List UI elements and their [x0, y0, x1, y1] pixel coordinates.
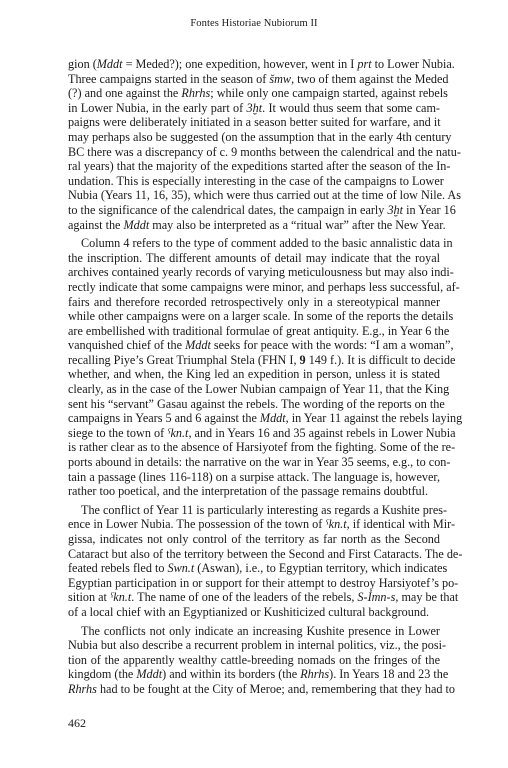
text-line: to the significance of the calendrical dates, the campaign in early 3ḫt in Year 16 [68, 202, 456, 217]
text-line: Three campaigns started in the season of šmw, two of them against the Meded [68, 71, 449, 86]
page-number: 462 [68, 716, 86, 730]
text-line: paigns were deliberately initiated in a season better suited for warfare, and it [68, 115, 441, 130]
text-line: (?) and one against the Rhrhs; while only one campaign started, against rebels [68, 86, 448, 101]
text-line: sition at ˁkn.t. The name of one of the leaders of the rebels, S-Ỉmn-s, may be that [68, 590, 459, 605]
text-line: feated rebels fled to Swn.t (Aswan), i.e., to Egyptian territory, which indicates [68, 561, 448, 576]
text-line: siege to the town of ˁkn.t, and in Years 16 and 35 against rebels in Lower Nubia [68, 425, 456, 440]
text-line: gissa, indicates not only control of the territory as far north as the Second [68, 532, 440, 546]
body-text [68, 57, 463, 701]
text-line: vanquished chief of the Mddt seeks for peace with the words: “I am a woman”, [68, 338, 454, 353]
text-line: clearly, as in the case of the Lower Nubian campaign of Year 11, that the King [68, 382, 450, 397]
text-line: tain a passage (lines 116-118) on a surpise attack. The language is, however, [68, 469, 440, 484]
text-line: against the Mddt may also be interpreted as a “ritual war” after the New Year. [68, 217, 446, 232]
text-line: Column 4 refers to the type of comment added to the basic annalistic data in [81, 236, 453, 251]
paragraph-4 [68, 623, 455, 697]
text-line: in Lower Nubia, in the early part of 3ḫt. It would thus seem that some cam- [68, 100, 440, 115]
text-line: whether, and when, the King led an expedition in person, unless it is stated [68, 367, 440, 382]
text-line: Egyptian participation in or support for their attempt to destroy Harsiyotef’s po- [68, 575, 459, 590]
text-line: of a local chief with an Egyptianized or Kushiticized cultural background. [68, 604, 430, 619]
text-line: Cataract but also of the territory between the Second and First Cataracts. The de- [68, 546, 463, 561]
text-line: gion (Mddt = Meded?); one expedition, however, went in I prt to Lower Nubia. [68, 57, 455, 71]
paragraph-1 [68, 57, 461, 232]
text-line: is rather clear as to the absence of Harsiyotef from the fighting. Some of the re- [68, 440, 456, 455]
text-line: recalling Piye’s Great Triumphal Stela (FHN I, 9 149 f.). It is difficult to decide [68, 352, 456, 367]
text-line: may perhaps also be suggested (on the assumption that in the early 4th century [68, 129, 452, 144]
text-line: the inscription. The different amounts of detail may indicate that the royal [68, 250, 440, 265]
text-line: while other campaigns were on a larger scale. In some of the reports the details [68, 309, 454, 324]
text-line: Rhrhs had to be fought at the City of Meroe; and, remembering that they had to [68, 681, 455, 696]
paragraph-3 [68, 502, 463, 620]
text-line: fairs and therefore recorded retrospectively only in a stereotypical manner [68, 294, 440, 309]
text-line: The conflicts not only indicate an increasing Kushite presence in Lower [81, 623, 440, 638]
text-line: rectly indicate that some campaigns were minor, and perhaps less successful, af- [68, 279, 460, 294]
text-line: rather too poetical, and the interpretation of the passage remains doubtful. [68, 484, 429, 499]
text-line: ral years) that the majority of the expeditions started after the season of the In- [68, 159, 451, 174]
paragraph-2 [68, 236, 463, 499]
text-line: ence in Lower Nubia. The possession of the town of ˁkn.t, if identical with Mir- [68, 517, 456, 532]
text-line: Nubia (Years 11, 16, 35), which were thus carried out at the time of low Nile. As [68, 188, 461, 203]
text-line: BC there was a discrepancy of c. 9 months between the calendrical and the natu- [68, 144, 461, 159]
text-line: The conflict of Year 11 is particularly interesting as regards a Kushite pres- [81, 502, 448, 517]
text-line: undation. This is especially interesting in the case of the campaigns to Lower [68, 173, 444, 188]
text-line: ports abound in details: the narrative on the war in Year 35 seems, e.g., to con- [68, 455, 451, 470]
text-line: archives contained yearly records of varying meticulousness but may also indi- [68, 265, 454, 280]
running-head: Fontes Historiae Nubiorum II [190, 18, 318, 29]
text-line: campaigns in Years 5 and 6 against the Mddt, in Year 11 against the rebels laying [68, 411, 463, 426]
text-line: kingdom (the Mddt) and within its borders (the Rhrhs). In Years 18 and 23 the [68, 667, 449, 682]
text-line: tion of the apparently wealthy cattle-breeding nomads on the fringes of the [68, 652, 440, 667]
text-line: sent his “servant” Gasau against the rebels. The wording of the reports on the [68, 396, 445, 411]
text-line: are embellished with traditional formulae of great antiquity. E.g., in Year 6 the [68, 323, 450, 338]
text-line: Nubia but also describe a recurrent problem in internal politics, viz., the posi- [68, 638, 447, 653]
